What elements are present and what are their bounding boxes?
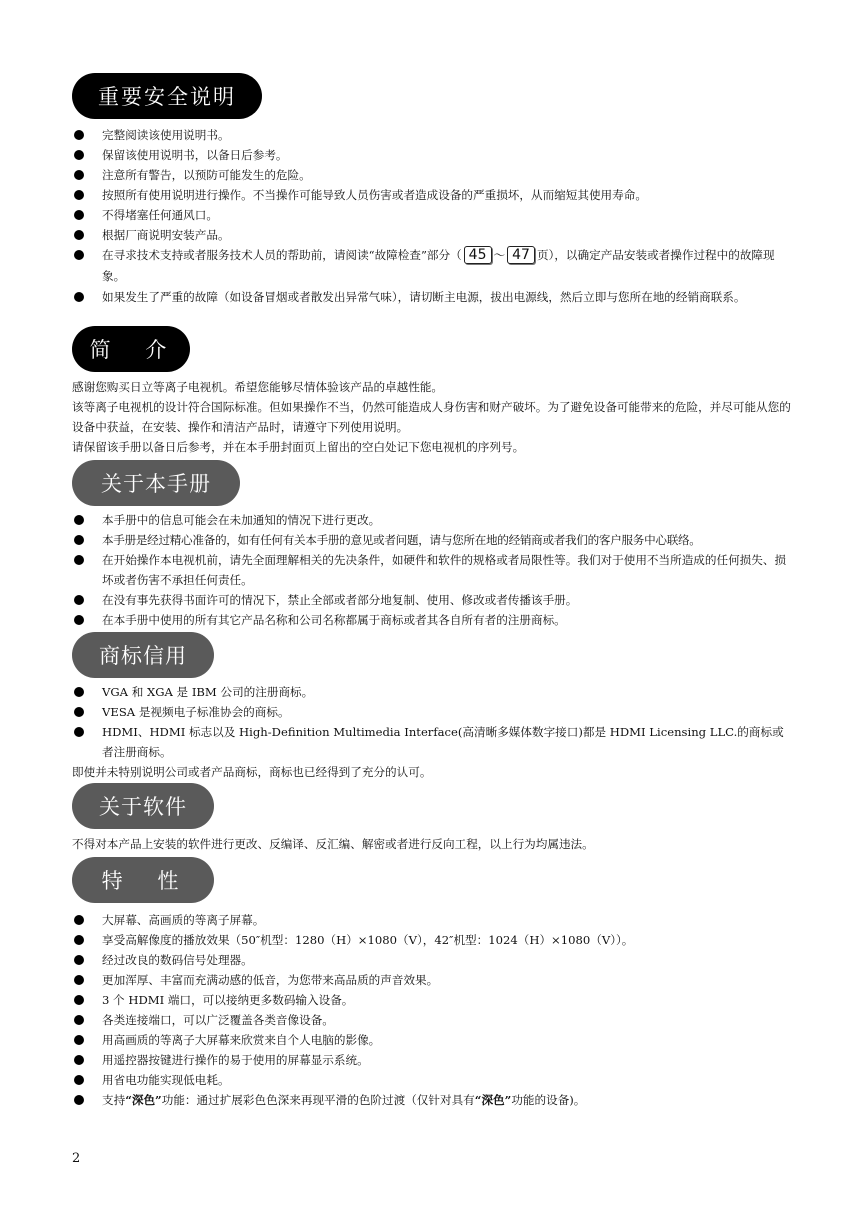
list-item: 更加浑厚、丰富而充满动感的低音，为您带来高品质的声音效果。	[72, 970, 792, 990]
heading-intro: 简 介	[72, 326, 190, 372]
safety-list	[72, 125, 792, 307]
manual-list	[72, 510, 792, 630]
heading-trademark: 商标信用	[72, 632, 214, 678]
intro-paragraph: 感谢您购买日立等离子电视机。希望您能够尽情体验该产品的卓越性能。	[72, 380, 444, 394]
deep-color-suffix: 功能的设备)。	[511, 1093, 586, 1107]
list-item: 用遥控器按键进行操作的易于使用的屏幕显示系统。	[72, 1050, 792, 1070]
page-ref-45: 45	[464, 246, 492, 264]
intro-paragraph: 请保留该手册以备日后参考，并在本手册封面页上留出的空白处记下您电视机的序列号。	[72, 440, 525, 454]
deep-color-term: “深色”	[474, 1093, 512, 1107]
list-item: 3 个 HDMI 端口，可以接纳更多数码输入设备。	[72, 990, 792, 1010]
deep-color-prefix: 支持	[102, 1093, 126, 1107]
page-number: 2	[72, 1151, 81, 1166]
list-item: 注意所有警告，以预防可能发生的危险。	[72, 165, 792, 185]
list-item: 用省电功能实现低电耗。	[72, 1070, 792, 1090]
list-item: 各类连接端口，可以广泛覆盖各类音像设备。	[72, 1010, 792, 1030]
features-list	[72, 910, 792, 1110]
list-item: HDMI、HDMI 标志以及 High-Definition Multimedia Interface(高清晰多媒体数字接口)都是 HDMI Licensing LLC.的商标或者注册商标。	[72, 722, 792, 762]
software-text: 不得对本产品上安装的软件进行更改、反编译、反汇编、解密或者进行反向工程，以上行为均属违法。	[72, 837, 594, 851]
list-item: 按照所有使用说明进行操作。不当操作可能导致人员伤害或者造成设备的严重损坏，从而缩短其使用寿命。	[72, 185, 792, 205]
troubleshoot-text-after: 页），以确定产品安装或者操作过程中的故障现象。	[102, 248, 775, 283]
trademark-list	[72, 682, 792, 762]
list-item: 享受高解像度的播放效果（50″机型：1280（H）×1080（V），42″机型：1024（H）×1080（V））。	[72, 930, 792, 950]
list-item: 本手册中的信息可能会在未加通知的情况下进行更改。	[72, 510, 792, 530]
troubleshoot-text-before: 在寻求技术支持或者服务技术人员的帮助前，请阅读“故障检查”部分（	[102, 248, 462, 262]
intro-paragraph: 该等离子电视机的设计符合国际标准。但如果操作不当，仍然可能造成人身伤害和财产破坏。为了避免设备可能带来的危险，并尽可能从您的设备中获益，在安装、操作和清洁产品时，请遵守下列使用说明。	[72, 400, 791, 434]
list-item: 大屏幕、高画质的等离子屏幕。	[72, 910, 792, 930]
deep-color-term: “深色”	[125, 1093, 162, 1107]
list-item: 不得堵塞任何通风口。	[72, 205, 792, 225]
tilde: ～	[493, 248, 506, 262]
list-item: VESA 是视频电子标准协会的商标。	[72, 702, 792, 722]
list-item: 经过改良的数码信号处理器。	[72, 950, 792, 970]
list-item-deep-color	[72, 1090, 792, 1110]
list-item: 在没有事先获得书面许可的情况下，禁止全部或者部分地复制、使用、修改或者传播该手册。	[72, 590, 792, 610]
list-item: 在开始操作本电视机前，请先全面理解相关的先决条件，如硬件和软件的规格或者局限性等。我们对于使用不当所造成的任何损失、损坏或者伤害不承担任何责任。	[72, 550, 792, 590]
heading-manual: 关于本手册	[72, 460, 240, 506]
list-item: 保留该使用说明书，以备日后参考。	[72, 145, 792, 165]
trademark-note: 即使并未特别说明公司或者产品商标，商标也已经得到了充分的认可。	[72, 765, 432, 779]
list-item: 根据厂商说明安装产品。	[72, 225, 792, 245]
list-item: 本手册是经过精心准备的，如有任何有关本手册的意见或者问题，请与您所在地的经销商或者我们的客户服务中心联络。	[72, 530, 792, 550]
list-item-troubleshoot	[72, 245, 792, 287]
deep-color-middle: 功能：通过扩展彩色色深来再现平滑的色阶过渡（仅针对具有	[161, 1093, 475, 1107]
list-item: 完整阅读该使用说明书。	[72, 125, 792, 145]
list-item: 如果发生了严重的故障（如设备冒烟或者散发出异常气味），请切断主电源，拔出电源线，然后立即与您所在地的经销商联系。	[72, 287, 792, 307]
list-item: VGA 和 XGA 是 IBM 公司的注册商标。	[72, 682, 792, 702]
heading-features: 特 性	[72, 857, 214, 903]
heading-safety: 重要安全说明	[72, 73, 262, 119]
page-ref-47: 47	[507, 246, 535, 264]
list-item: 在本手册中使用的所有其它产品名称和公司名称都属于商标或者其各自所有者的注册商标。	[72, 610, 792, 630]
heading-software: 关于软件	[72, 783, 214, 829]
list-item: 用高画质的等离子大屏幕来欣赏来自个人电脑的影像。	[72, 1030, 792, 1050]
